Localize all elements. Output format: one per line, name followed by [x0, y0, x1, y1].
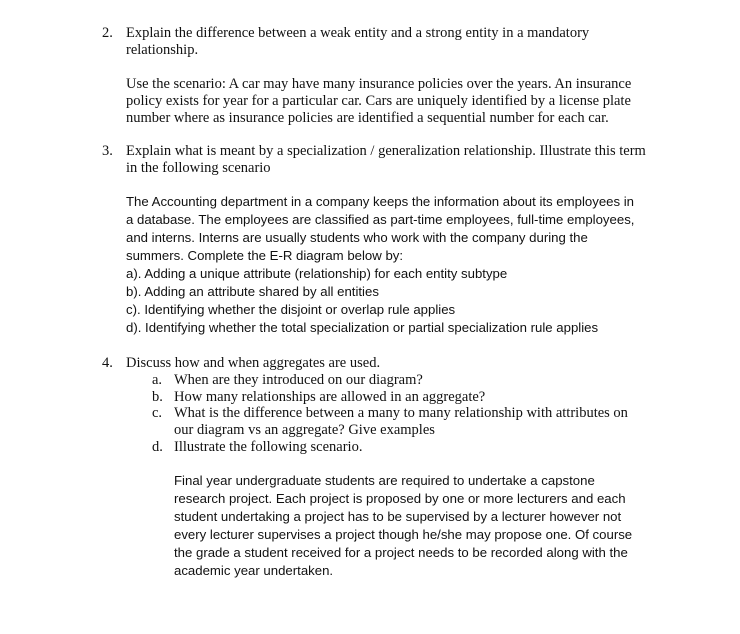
question-3-scenario: [126, 193, 686, 337]
text-line: summers. Complete the E-R diagram below by:: [126, 248, 404, 263]
question-2-text: [126, 25, 686, 59]
text-line: c). Identifying whether the disjoint or overlap rule applies: [126, 302, 456, 317]
text-line: Discuss how and when aggregates are used.: [126, 355, 381, 371]
text-line: a database. The employees are classified as part-time employees, full-time employees,: [126, 212, 635, 227]
question-2-scenario: [126, 76, 686, 127]
subitem-text: Illustrate the following scenario.: [174, 439, 363, 455]
text-line: relationship.: [126, 42, 199, 58]
text-line: Explain what is meant by a specialization / generalization relationship. Illustrate this term: [126, 143, 646, 159]
text-line: and interns. Interns are usually students who work with the company during the: [126, 230, 588, 245]
subitem-letter: d.: [152, 439, 163, 455]
text-line: The Accounting department in a company keeps the information about its employees in: [126, 194, 635, 209]
subitem-text: How many relationships are allowed in an aggregate?: [174, 389, 486, 405]
text-line: number where as insurance policies are identified a sequential number for each car.: [126, 110, 609, 126]
text-line: Use the scenario: A car may have many insurance policies over the years. An insurance: [126, 76, 632, 92]
text-line: the grade a student received for a project needs to be recorded along with the: [174, 545, 628, 560]
previous-item-fragment: [126, 0, 215, 4]
text-line: a). Adding a unique attribute (relationship) for each entity subtype: [126, 266, 508, 281]
text-line: b). Adding an attribute shared by all entities: [126, 284, 379, 299]
text-line: research project. Each project is proposed by one or more lecturers and each: [174, 491, 626, 506]
question-2-number: 2.: [102, 25, 113, 41]
text-line: academic year undertaken.: [174, 563, 334, 578]
text-line: Explain the difference between a weak entity and a strong entity in a mandatory: [126, 25, 590, 41]
subitem-text: our diagram vs an aggregate? Give examples: [174, 422, 435, 438]
text-line: Final year undergraduate students are required to undertake a capstone: [174, 473, 595, 488]
subitem-letter: a.: [152, 372, 163, 388]
subitem-text: When are they introduced on our diagram?: [174, 372, 423, 388]
question-3-number: 3.: [102, 143, 113, 159]
subitem-letter: b.: [152, 389, 163, 405]
text-line: in the following scenario: [126, 160, 271, 176]
subitem-text: What is the difference between a many to many relationship with attributes on: [174, 405, 628, 421]
text-line: student undertaking a project has to be supervised by a lecturer however not: [174, 509, 622, 524]
question-3-text: [126, 143, 686, 177]
text-line: every lecturer supervises a project though he/she may propose one. Of course: [174, 527, 633, 542]
question-4-scenario: [174, 472, 694, 580]
question-4-text: [126, 355, 686, 372]
question-4-number: 4.: [102, 355, 113, 371]
subitem-letter: c.: [152, 405, 163, 421]
text-line: d). Identifying whether the total specialization or partial specialization rule applies: [126, 320, 599, 335]
text-line: policy exists for year for a particular car. Cars are uniquely identified by a license plate: [126, 93, 631, 109]
